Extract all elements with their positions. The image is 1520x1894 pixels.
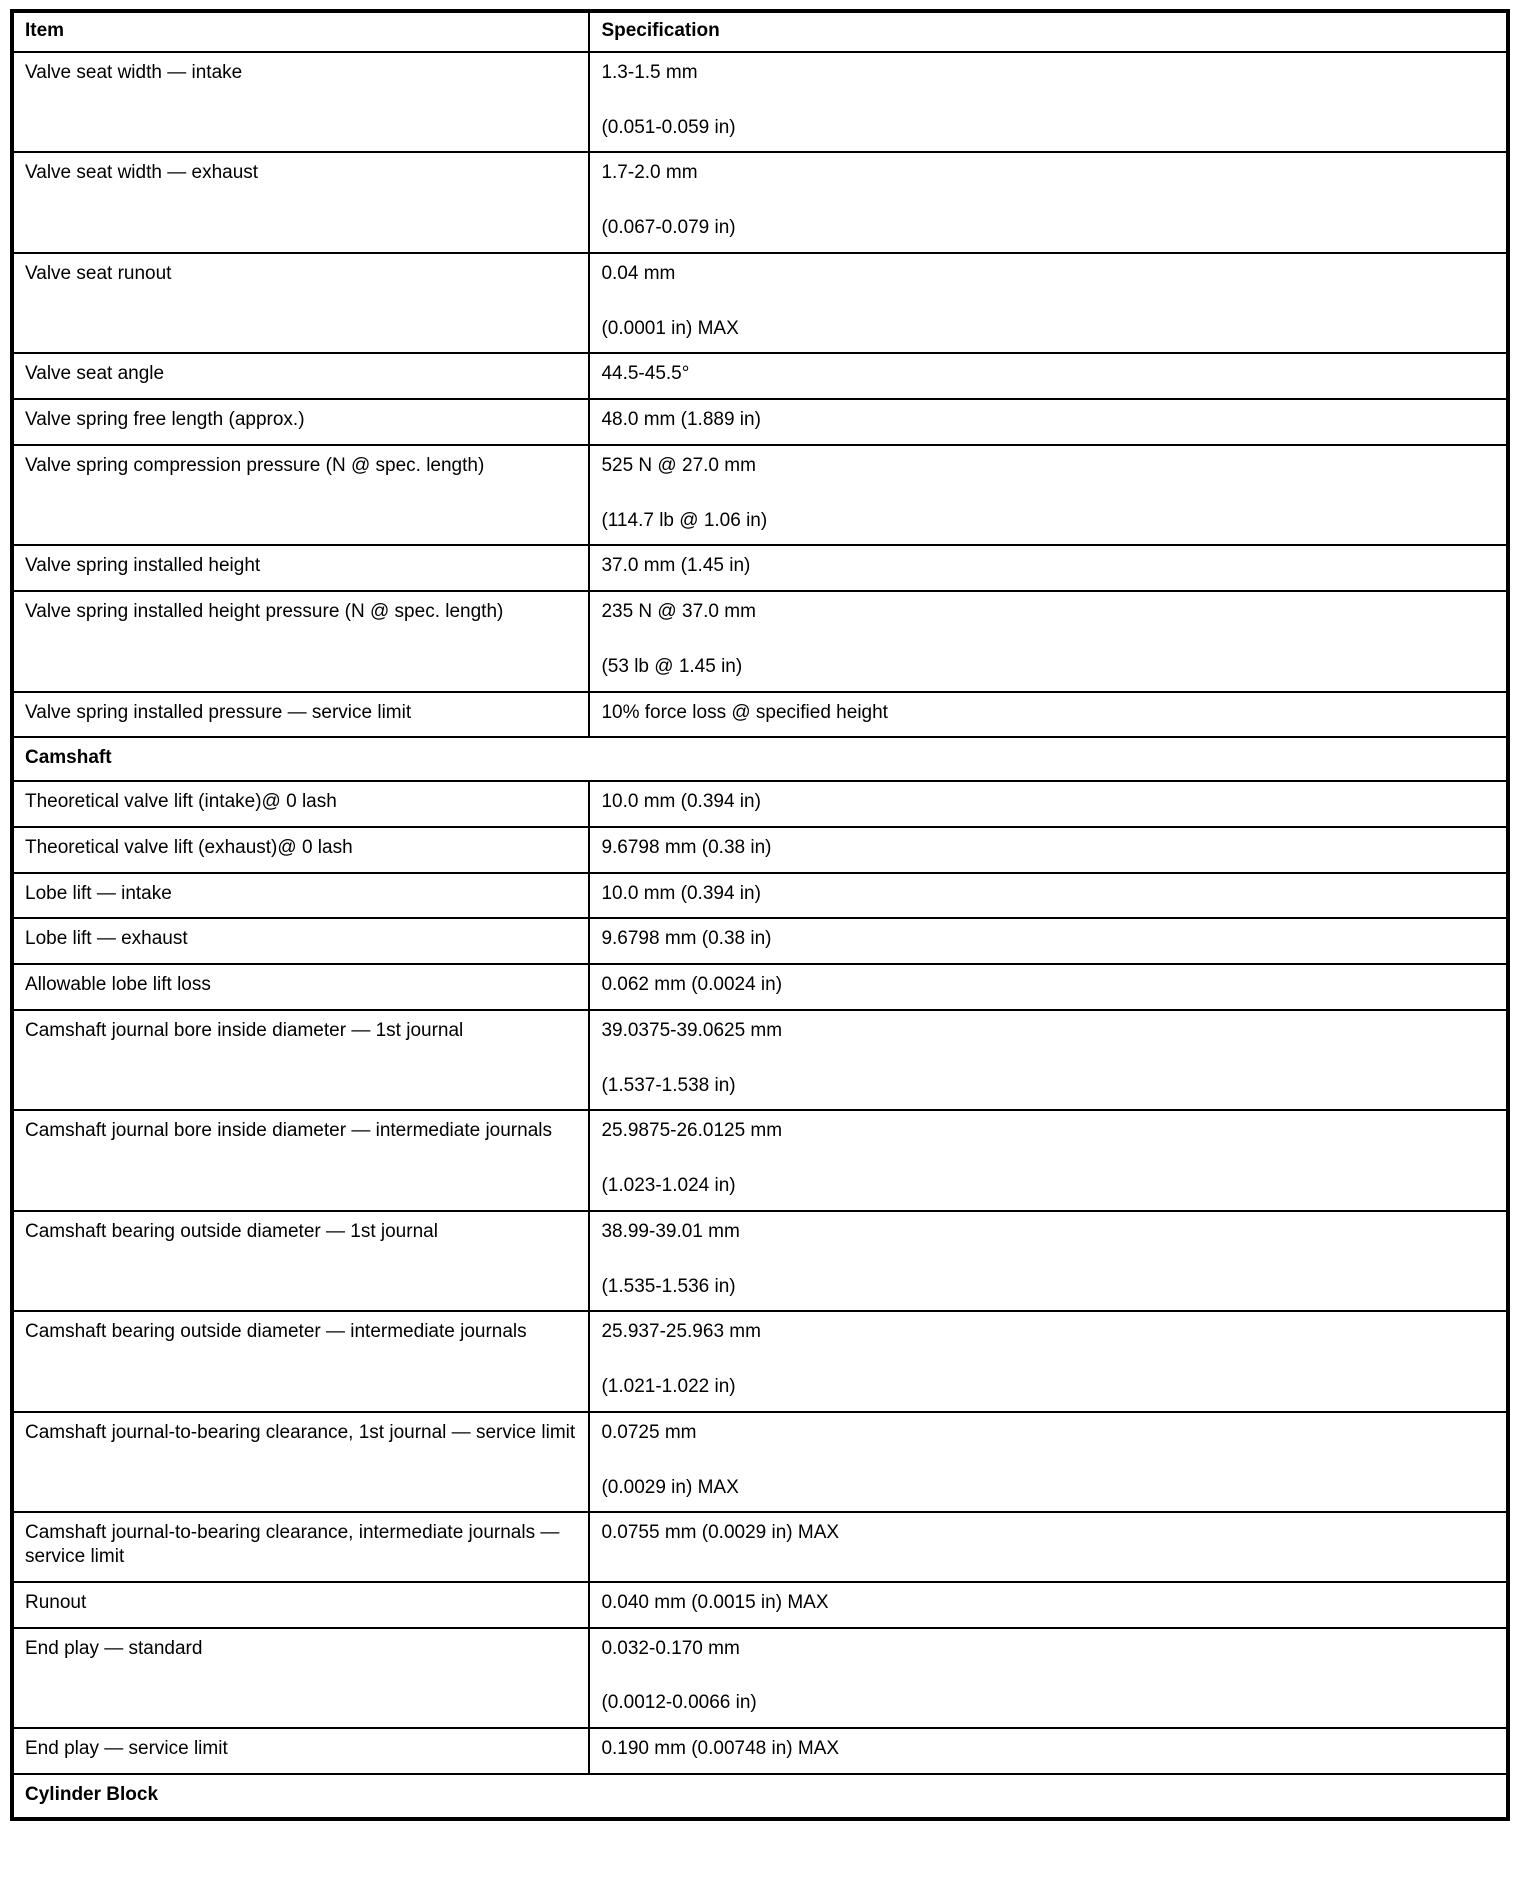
item-cell: Theoretical valve lift (exhaust)@ 0 lash [12, 827, 589, 873]
table-row [12, 918, 1508, 964]
item-cell: Valve spring free length (approx.) [12, 399, 589, 445]
spec-line: 10.0 mm (0.394 in) [601, 882, 761, 904]
item-cell: Valve spring installed height pressure (N @ spec. length) [12, 591, 589, 692]
spec-line: 10% force loss @ specified height [601, 701, 888, 723]
spec-line: 0.0755 mm (0.0029 in) MAX [601, 1522, 840, 1544]
spec-line: 37.0 mm (1.45 in) [601, 555, 751, 577]
table-row [12, 545, 1508, 591]
spec-line: (0.051-0.059 in) [601, 116, 736, 138]
spec-line: (1.023-1.024 in) [601, 1175, 736, 1196]
spec-cell [589, 253, 1508, 354]
item-cell: Valve spring installed pressure — service limit [12, 692, 589, 738]
spec-line: (0.0029 in) MAX [601, 1476, 739, 1498]
item-cell: Camshaft journal bore inside diameter — 1st journal [12, 1010, 589, 1111]
spec-cell [589, 1110, 1508, 1211]
section-row [12, 737, 1508, 781]
spec-line: (114.7 lb @ 1.06 in) [601, 509, 768, 531]
spec-cell [589, 52, 1508, 153]
spec-line: (0.0012-0.0066 in) [601, 1692, 757, 1714]
spec-line: (1.537-1.538 in) [601, 1074, 736, 1096]
spec-cell [589, 827, 1508, 873]
spec-cell [589, 1010, 1508, 1111]
item-cell: Camshaft bearing outside diameter — intermediate journals [12, 1311, 589, 1412]
spec-cell [589, 1628, 1508, 1729]
spec-line: 235 N @ 37.0 mm [601, 601, 756, 622]
spec-line: 0.062 mm (0.0024 in) [601, 974, 783, 995]
table-row [12, 1728, 1508, 1774]
spec-line: 0.0725 mm [601, 1421, 697, 1443]
item-cell: Camshaft journal bore inside diameter — intermediate journals [12, 1110, 589, 1211]
table-row [12, 964, 1508, 1010]
item-cell: Runout [12, 1582, 589, 1628]
spec-cell [589, 918, 1508, 964]
item-cell: Valve spring compression pressure (N @ spec. length) [12, 445, 589, 546]
item-cell: Valve seat runout [12, 253, 589, 354]
item-cell: Valve seat width — exhaust [12, 152, 589, 253]
spec-line: (1.535-1.536 in) [601, 1275, 736, 1297]
table-body [12, 52, 1508, 1819]
item-cell: Valve seat width — intake [12, 52, 589, 153]
spec-line: 25.9875-26.0125 mm [601, 1120, 783, 1142]
spec-line: 1.3-1.5 mm [601, 61, 698, 83]
spec-line: 48.0 mm (1.889 in) [601, 409, 761, 430]
item-cell: Valve spring installed height [12, 545, 589, 591]
table-row [12, 1311, 1508, 1412]
item-cell: Lobe lift — intake [12, 873, 589, 919]
spec-cell [589, 781, 1508, 827]
column-header-item: Item [12, 11, 589, 52]
item-cell: Camshaft journal-to-bearing clearance, intermediate journals — service limit [12, 1512, 589, 1582]
spec-cell [589, 1412, 1508, 1513]
spec-cell [589, 445, 1508, 546]
spec-line: 0.032-0.170 mm [601, 1637, 740, 1659]
spec-line: (1.021-1.022 in) [601, 1376, 736, 1397]
specifications-table [10, 9, 1510, 1821]
spec-line: (53 lb @ 1.45 in) [601, 655, 743, 677]
table-row [12, 1628, 1508, 1729]
spec-cell [589, 591, 1508, 692]
table-row [12, 692, 1508, 738]
spec-line: 39.0375-39.0625 mm [601, 1019, 783, 1041]
table-row [12, 1582, 1508, 1628]
spec-line: 25.937-25.963 mm [601, 1321, 761, 1343]
table-row [12, 873, 1508, 919]
section-row [12, 1774, 1508, 1819]
item-cell: Camshaft bearing outside diameter — 1st journal [12, 1211, 589, 1312]
item-cell: Valve seat angle [12, 353, 589, 399]
table-row [12, 1512, 1508, 1582]
spec-cell [589, 353, 1508, 399]
section-title: Camshaft [12, 737, 1508, 781]
section-title: Cylinder Block [12, 1774, 1508, 1819]
item-cell: Theoretical valve lift (intake)@ 0 lash [12, 781, 589, 827]
item-cell: End play — standard [12, 1628, 589, 1729]
spec-line: 10.0 mm (0.394 in) [601, 791, 761, 812]
spec-cell [589, 399, 1508, 445]
table-row [12, 1010, 1508, 1111]
spec-line: 9.6798 mm (0.38 in) [601, 928, 772, 950]
spec-line: 0.04 mm [601, 262, 676, 284]
table-row [12, 253, 1508, 354]
column-header-specification: Specification [589, 11, 1508, 52]
spec-line: (0.0001 in) MAX [601, 317, 739, 339]
spec-line: 0.040 mm (0.0015 in) MAX [601, 1591, 829, 1613]
spec-line: 38.99-39.01 mm [601, 1220, 740, 1242]
spec-cell [589, 692, 1508, 738]
spec-line: 1.7-2.0 mm [601, 162, 698, 184]
spec-cell [589, 152, 1508, 253]
spec-cell [589, 1728, 1508, 1774]
spec-cell [589, 1311, 1508, 1412]
spec-cell [589, 1582, 1508, 1628]
table-row [12, 1412, 1508, 1513]
table-row [12, 445, 1508, 546]
header-row [12, 11, 1508, 52]
spec-line: 9.6798 mm (0.38 in) [601, 836, 772, 858]
item-cell: Camshaft journal-to-bearing clearance, 1st journal — service limit [12, 1412, 589, 1513]
spec-cell [589, 873, 1508, 919]
spec-cell [589, 964, 1508, 1010]
spec-line: 44.5-45.5° [601, 363, 690, 385]
table-row [12, 152, 1508, 253]
item-cell: Allowable lobe lift loss [12, 964, 589, 1010]
spec-line: 525 N @ 27.0 mm [601, 454, 756, 476]
table-row [12, 1110, 1508, 1211]
spec-line: (0.067-0.079 in) [601, 217, 736, 238]
table-row [12, 353, 1508, 399]
spec-cell [589, 545, 1508, 591]
table-row [12, 827, 1508, 873]
item-cell: Lobe lift — exhaust [12, 918, 589, 964]
spec-line: 0.190 mm (0.00748 in) MAX [601, 1738, 840, 1759]
spec-cell [589, 1512, 1508, 1582]
table-row [12, 591, 1508, 692]
item-cell: End play — service limit [12, 1728, 589, 1774]
table-row [12, 1211, 1508, 1312]
spec-cell [589, 1211, 1508, 1312]
table-row [12, 399, 1508, 445]
table-row [12, 52, 1508, 153]
table-row [12, 781, 1508, 827]
